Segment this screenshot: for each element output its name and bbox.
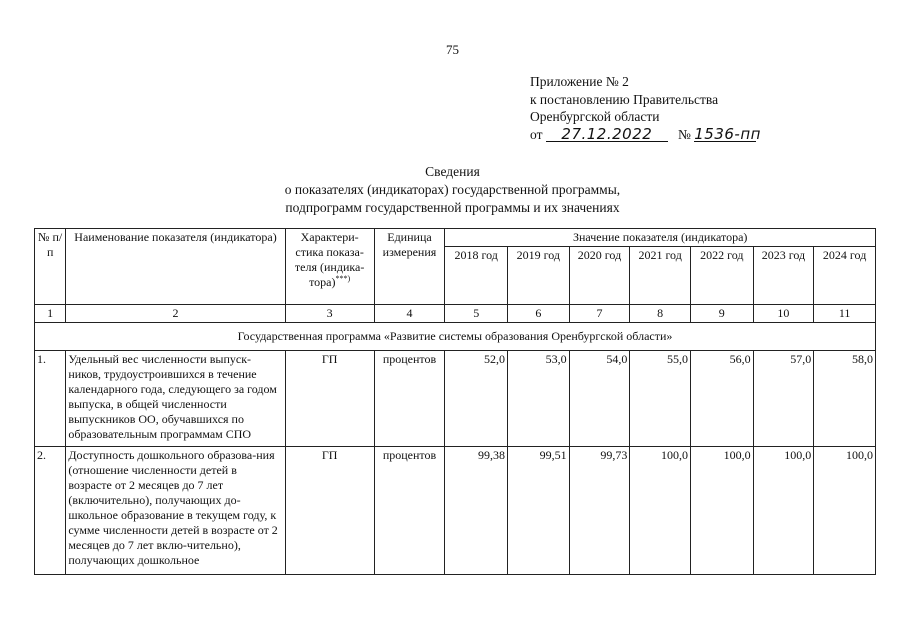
- row-value: 58,0: [814, 351, 876, 447]
- row-value: 52,0: [445, 351, 508, 447]
- header-num: № п/п: [35, 229, 66, 305]
- column-number: 1: [35, 305, 66, 323]
- handwritten-date: 27.12.2022: [546, 127, 668, 142]
- header-year: 2023 год: [753, 247, 814, 305]
- page-number: 75: [446, 42, 459, 57]
- header-characteristic: [285, 229, 374, 305]
- column-number: 9: [690, 305, 753, 323]
- number-prefix: №: [677, 126, 691, 142]
- column-number: 7: [569, 305, 630, 323]
- header-name: Наименование показателя (индикатора): [66, 229, 285, 305]
- header-year: 2024 год: [814, 247, 876, 305]
- header-characteristic-text: Характери-стика показа-теля (индика-тора): [294, 230, 365, 289]
- header-unit: Единица измерения: [374, 229, 445, 305]
- row-num: 1.: [35, 351, 66, 447]
- row-value: 99,38: [445, 447, 508, 575]
- appendix-date-line: [530, 124, 761, 144]
- table-row: [35, 351, 876, 447]
- header-year: 2020 год: [569, 247, 630, 305]
- row-num: 2.: [35, 447, 66, 575]
- appendix-line2: к постановлению Правительства: [530, 91, 719, 107]
- row-unit: процентов: [374, 447, 445, 575]
- appendix-line3: Оренбургской области: [530, 109, 660, 124]
- row-value: 99,51: [508, 447, 570, 575]
- column-number: 6: [508, 305, 570, 323]
- row-name: Доступность дошкольного образова-ния (отношение численности детей в возрасте от 2 месяцев до 7 лет (включительно), получающих до-школьное образование в текущем году, к сумме численности детей в возрасте от 2 месяцев до 7 лет вклю-чительно), получающих дошкольное: [66, 447, 285, 575]
- handwritten-number: 1536-пп: [694, 124, 761, 143]
- row-value: 100,0: [814, 447, 876, 575]
- row-name: Удельный вес численности выпуск-ников, трудоустроившихся в течение календарного года, следующего за годом выпуска, в общей численности выпускников ОО, обучавшихся по образовательным программам СПО: [66, 351, 285, 447]
- row-value: 54,0: [569, 351, 630, 447]
- header-year: 2018 год: [445, 247, 508, 305]
- date-prefix: от: [530, 126, 543, 142]
- row-value: 56,0: [690, 351, 753, 447]
- column-number: 8: [630, 305, 691, 323]
- header-values-group: Значение показателя (индикатора): [445, 229, 876, 247]
- row-value: 99,73: [569, 447, 630, 575]
- indicators-table: [34, 228, 876, 575]
- header-characteristic-sup: ***): [335, 274, 351, 283]
- column-number: 4: [374, 305, 445, 323]
- document-title: [0, 163, 905, 217]
- appendix-block: [530, 73, 761, 143]
- header-row: [35, 229, 876, 247]
- row-value: 100,0: [690, 447, 753, 575]
- appendix-line1: Приложение № 2: [530, 74, 629, 89]
- column-number: 5: [445, 305, 508, 323]
- row-characteristic: ГП: [285, 351, 374, 447]
- column-number-row: [35, 305, 876, 323]
- section-row: [35, 323, 876, 351]
- section-title: Государственная программа «Развитие системы образования Оренбургской области»: [35, 323, 876, 351]
- table-row: [35, 447, 876, 575]
- row-value: 55,0: [630, 351, 691, 447]
- row-value: 53,0: [508, 351, 570, 447]
- column-number: 2: [66, 305, 285, 323]
- title-line2: о показателях (индикаторах) государственной программы,: [284, 182, 621, 197]
- column-number: 10: [753, 305, 814, 323]
- column-number: 3: [285, 305, 374, 323]
- row-characteristic: ГП: [285, 447, 374, 575]
- row-value: 57,0: [753, 351, 814, 447]
- title-line1: Сведения: [425, 164, 480, 179]
- header-year: 2021 год: [630, 247, 691, 305]
- header-year: 2019 год: [508, 247, 570, 305]
- row-unit: процентов: [374, 351, 445, 447]
- row-value: 100,0: [753, 447, 814, 575]
- header-year: 2022 год: [690, 247, 753, 305]
- column-number: 11: [814, 305, 876, 323]
- row-value: 100,0: [630, 447, 691, 575]
- title-line3: подпрограмм государственной программы и их значениях: [285, 200, 620, 215]
